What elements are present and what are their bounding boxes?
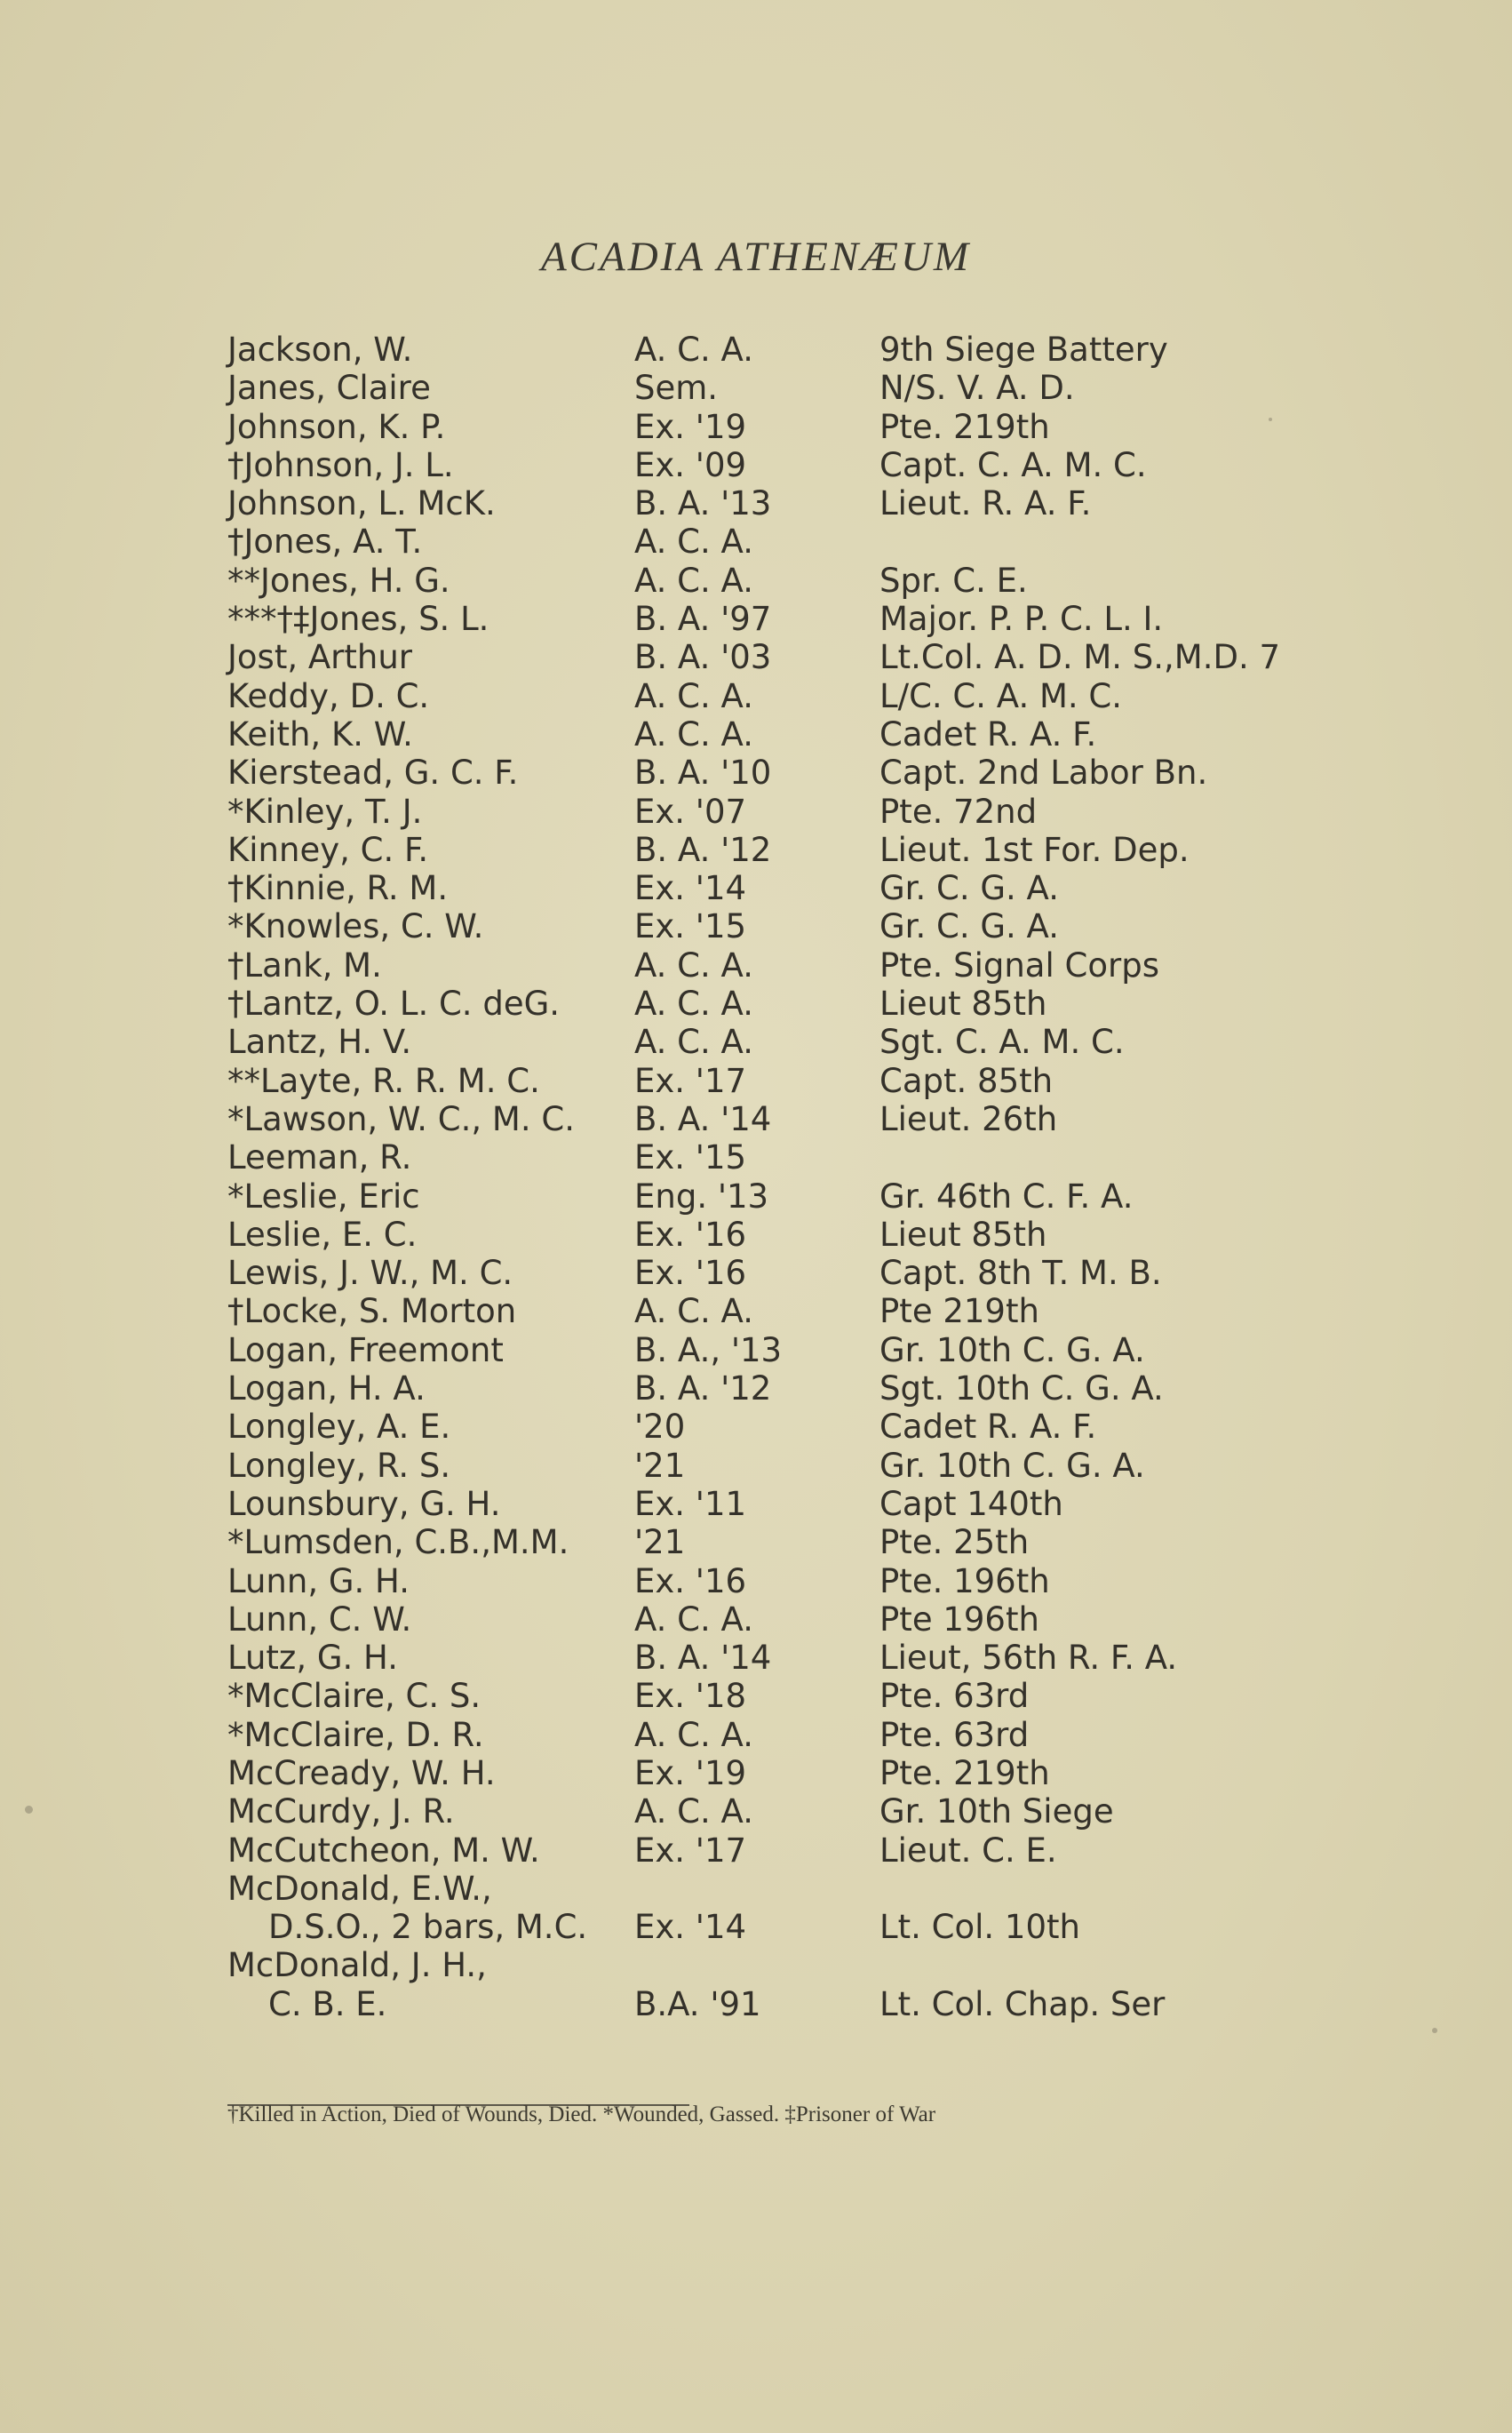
roster-degree: '21 <box>634 1523 686 1562</box>
roster-degree: Ex. '17 <box>634 1831 747 1870</box>
roster-row <box>227 1600 1489 1639</box>
roster-name: *McClaire, C. S. <box>227 1677 481 1716</box>
roster-rank: Gr. 10th Siege <box>879 1792 1114 1831</box>
roster-name: Longley, R. S. <box>227 1446 451 1485</box>
roster-row <box>227 1023 1489 1061</box>
roster-degree: Ex. '09 <box>634 445 747 484</box>
roster-degree: Ex. '15 <box>634 1138 747 1177</box>
roster-name: C. B. E. <box>268 1984 387 2023</box>
roster-row <box>227 1908 1489 1946</box>
paper-speck <box>1269 418 1272 421</box>
roster-degree: A. C. A. <box>634 1023 753 1062</box>
roster-name: D.S.O., 2 bars, M.C. <box>268 1908 588 1947</box>
roster-row <box>227 677 1489 715</box>
paper-speck <box>1432 2028 1437 2033</box>
roster-row <box>227 1562 1489 1600</box>
roster-row <box>227 754 1489 792</box>
roster-rank: Pte. 63rd <box>879 1677 1030 1716</box>
roster-row <box>227 408 1489 446</box>
roster-rank: N/S. V. A. D. <box>879 369 1075 408</box>
roster-degree: A. C. A. <box>634 1292 753 1331</box>
roster-name: †Johnson, J. L. <box>227 445 454 484</box>
roster-degree: Ex. '16 <box>634 1215 747 1254</box>
roster-rank: Gr. 46th C. F. A. <box>879 1177 1134 1216</box>
roster-name: *Lawson, W. C., M. C. <box>227 1099 575 1138</box>
roster-rank: Spr. C. E. <box>879 561 1028 600</box>
roster-row <box>227 369 1489 407</box>
roster-degree: A. C. A. <box>634 985 753 1024</box>
roster-row <box>227 1716 1489 1754</box>
roster-row <box>227 1369 1489 1408</box>
roster-row <box>227 1985 1489 2023</box>
roster-rank: Gr. 10th C. G. A. <box>879 1446 1145 1485</box>
roster-degree: Ex. '14 <box>634 1908 747 1947</box>
roster-row <box>227 1792 1489 1831</box>
roster-row <box>227 1523 1489 1561</box>
roster-row <box>227 1100 1489 1138</box>
roster-rank: Gr. 10th C. G. A. <box>879 1330 1145 1369</box>
roster-name: Johnson, K. P. <box>227 407 446 446</box>
roster-degree: B. A., '13 <box>634 1330 783 1369</box>
roster-rank: Cadet R. A. F. <box>879 714 1097 754</box>
roster-row <box>227 1831 1489 1870</box>
roster-degree: Ex. '14 <box>634 869 747 908</box>
roster-row <box>227 1946 1489 1984</box>
roster-name: Jackson, W. <box>227 331 413 369</box>
roster-name: Logan, Freemont <box>227 1330 504 1369</box>
roster-degree: Sem. <box>634 369 719 408</box>
roster-name: **Layte, R. R. M. C. <box>227 1061 540 1100</box>
roster-name: McDonald, E.W., <box>227 1869 492 1908</box>
roster-rank: Lieut 85th <box>879 1215 1047 1254</box>
roster-degree: A. C. A. <box>634 1599 753 1639</box>
roster-row <box>227 1639 1489 1677</box>
roster-name: Lounsbury, G. H. <box>227 1484 501 1523</box>
roster-degree: B.A. '91 <box>634 1984 761 2023</box>
roster-rank: Lieut 85th <box>879 985 1047 1024</box>
roster-name: Jost, Arthur <box>227 638 412 677</box>
roster-row <box>227 638 1489 676</box>
roster-rank: Pte. 219th <box>879 1753 1050 1792</box>
roster-row <box>227 1754 1489 1792</box>
roster-rank: Pte. Signal Corps <box>879 945 1159 985</box>
roster-degree: B. A. '03 <box>634 638 772 677</box>
roster-name: *Leslie, Eric <box>227 1177 420 1216</box>
roster-degree: A. C. A. <box>634 331 753 369</box>
roster-rank: Capt. 2nd Labor Bn. <box>879 754 1208 793</box>
roster-rank: Pte. 25th <box>879 1523 1030 1562</box>
roster-name: *McClaire, D. R. <box>227 1715 484 1754</box>
roster-degree: A. C. A. <box>634 1792 753 1831</box>
roster-degree: Ex. '19 <box>634 1753 747 1792</box>
roster-rank: Pte. 196th <box>879 1561 1050 1600</box>
roster-row <box>227 1216 1489 1254</box>
roster-degree: Ex. '19 <box>634 407 747 446</box>
roster-degree: B. A. '97 <box>634 600 772 639</box>
roster-degree: '21 <box>634 1446 686 1485</box>
roster-name: Lutz, G. H. <box>227 1639 398 1678</box>
roster-degree: Ex. '15 <box>634 907 747 946</box>
roster-row <box>227 484 1489 522</box>
roster-rank: Pte. 72nd <box>879 792 1038 831</box>
roster-rank: Sgt. C. A. M. C. <box>879 1023 1125 1062</box>
roster-degree: Ex. '07 <box>634 792 747 831</box>
roster-name: McDonald, J. H., <box>227 1946 487 1985</box>
roster-row <box>227 1062 1489 1100</box>
roster-row <box>227 869 1489 907</box>
roster-name: **Jones, H. G. <box>227 561 450 600</box>
roster-row <box>227 600 1489 638</box>
roster-row <box>227 1331 1489 1369</box>
roster-rank: Pte 219th <box>879 1292 1039 1331</box>
roster-degree: A. C. A. <box>634 522 753 562</box>
roster-name: Lunn, G. H. <box>227 1561 410 1600</box>
roster-row <box>227 831 1489 869</box>
roster-name: ***†‡Jones, S. L. <box>227 600 489 639</box>
roster-name: †Kinnie, R. M. <box>227 869 449 908</box>
page-header: ACADIA ATHENÆUM <box>540 234 972 280</box>
roster-row <box>227 1292 1489 1330</box>
roster-rank: Sgt. 10th C. G. A. <box>879 1369 1164 1408</box>
roster-row <box>227 1138 1489 1177</box>
roster-name: Keddy, D. C. <box>227 676 430 715</box>
roster-row <box>227 562 1489 600</box>
roster-degree: Ex. '11 <box>634 1484 747 1523</box>
roster-name: *Lumsden, C.B.,M.M. <box>227 1523 569 1562</box>
roster-degree: B. A. '12 <box>634 1369 772 1408</box>
roster-rank: Gr. C. G. A. <box>879 907 1059 946</box>
roster-rank: Gr. C. G. A. <box>879 869 1059 908</box>
roster-rank: Major. P. P. C. L. I. <box>879 600 1164 639</box>
roster-row <box>227 1254 1489 1292</box>
roster-rank: Lieut. R. A. F. <box>879 484 1092 523</box>
roster-degree: A. C. A. <box>634 676 753 715</box>
roster-rank: Lieut. 26th <box>879 1099 1058 1138</box>
roster-row <box>227 985 1489 1023</box>
roster-name: Longley, A. E. <box>227 1408 451 1447</box>
roster-rank: 9th Siege Battery <box>879 331 1168 369</box>
roster-name: McCutcheon, M. W. <box>227 1831 540 1870</box>
roster-rank: Pte. 219th <box>879 407 1050 446</box>
roster-degree: Eng. '13 <box>634 1177 769 1216</box>
roster-rank: Lt. Col. 10th <box>879 1908 1080 1947</box>
roster-row <box>227 907 1489 945</box>
roster-degree: Ex. '16 <box>634 1254 747 1293</box>
roster-row <box>227 446 1489 484</box>
roster-row <box>227 1677 1489 1715</box>
roster-degree: B. A. '10 <box>634 754 772 793</box>
roster-degree: '20 <box>634 1408 686 1447</box>
roster-rank: Lieut. 1st For. Dep. <box>879 830 1190 869</box>
roster-name: Lantz, H. V. <box>227 1023 412 1062</box>
roster-name: Kinney, C. F. <box>227 830 429 869</box>
roster-rank: Capt. 85th <box>879 1061 1054 1100</box>
roster-name: Logan, H. A. <box>227 1369 426 1408</box>
roster-name: Lewis, J. W., M. C. <box>227 1254 513 1293</box>
roster-degree: B. A. '13 <box>634 484 772 523</box>
roster-degree: A. C. A. <box>634 945 753 985</box>
roster-row <box>227 793 1489 831</box>
roster-row <box>227 946 1489 985</box>
roster-row <box>227 331 1489 369</box>
roster-name: *Kinley, T. J. <box>227 792 423 831</box>
roster-name: Leeman, R. <box>227 1138 412 1177</box>
roster-name: Janes, Claire <box>227 369 431 408</box>
roster-name: *Knowles, C. W. <box>227 907 484 946</box>
roster-rank: Capt. 8th T. M. B. <box>879 1254 1162 1293</box>
roster-name: †Lantz, O. L. C. deG. <box>227 985 561 1024</box>
roster-rank: Lieut, 56th R. F. A. <box>879 1639 1178 1678</box>
roster-name: †Locke, S. Morton <box>227 1292 517 1331</box>
roster-rank: Capt. C. A. M. C. <box>879 445 1147 484</box>
roster-rank: Lt.Col. A. D. M. S.,M.D. 7 <box>879 638 1281 677</box>
roster-name: Johnson, L. McK. <box>227 484 496 523</box>
footnote-legend: †Killed in Action, Died of Wounds, Died. *Wounded, Gassed. ‡Prisoner of War <box>227 2102 936 2126</box>
roster-row <box>227 715 1489 754</box>
roster-rank: Lt. Col. Chap. Ser <box>879 1984 1166 2023</box>
roster-row <box>227 1447 1489 1485</box>
roster-row <box>227 522 1489 561</box>
roster-degree: A. C. A. <box>634 714 753 754</box>
honor-roll-list <box>227 331 1489 2023</box>
roster-rank: L/C. C. A. M. C. <box>879 676 1123 715</box>
roster-degree: Ex. '18 <box>634 1677 747 1716</box>
roster-degree: Ex. '17 <box>634 1061 747 1100</box>
roster-name: †Jones, A. T. <box>227 522 423 562</box>
roster-name: Leslie, E. C. <box>227 1215 418 1254</box>
roster-degree: A. C. A. <box>634 561 753 600</box>
roster-rank: Cadet R. A. F. <box>879 1408 1097 1447</box>
roster-rank: Lieut. C. E. <box>879 1831 1057 1870</box>
roster-rank: Capt 140th <box>879 1484 1063 1523</box>
roster-row <box>227 1177 1489 1216</box>
roster-row <box>227 1485 1489 1523</box>
roster-degree: A. C. A. <box>634 1715 753 1754</box>
paper-speck <box>25 1806 33 1814</box>
roster-name: Kierstead, G. C. F. <box>227 754 519 793</box>
roster-rank: Pte. 63rd <box>879 1715 1030 1754</box>
roster-degree: B. A. '14 <box>634 1639 772 1678</box>
roster-degree: B. A. '14 <box>634 1099 772 1138</box>
roster-name: Lunn, C. W. <box>227 1599 412 1639</box>
roster-rank: Pte 196th <box>879 1599 1039 1639</box>
roster-name: McCurdy, J. R. <box>227 1792 455 1831</box>
roster-name: †Lank, M. <box>227 945 382 985</box>
roster-name: Keith, K. W. <box>227 714 413 754</box>
roster-degree: B. A. '12 <box>634 830 772 869</box>
roster-row <box>227 1408 1489 1446</box>
roster-name: McCready, W. H. <box>227 1753 496 1792</box>
roster-row <box>227 1870 1489 1908</box>
roster-degree: Ex. '16 <box>634 1561 747 1600</box>
